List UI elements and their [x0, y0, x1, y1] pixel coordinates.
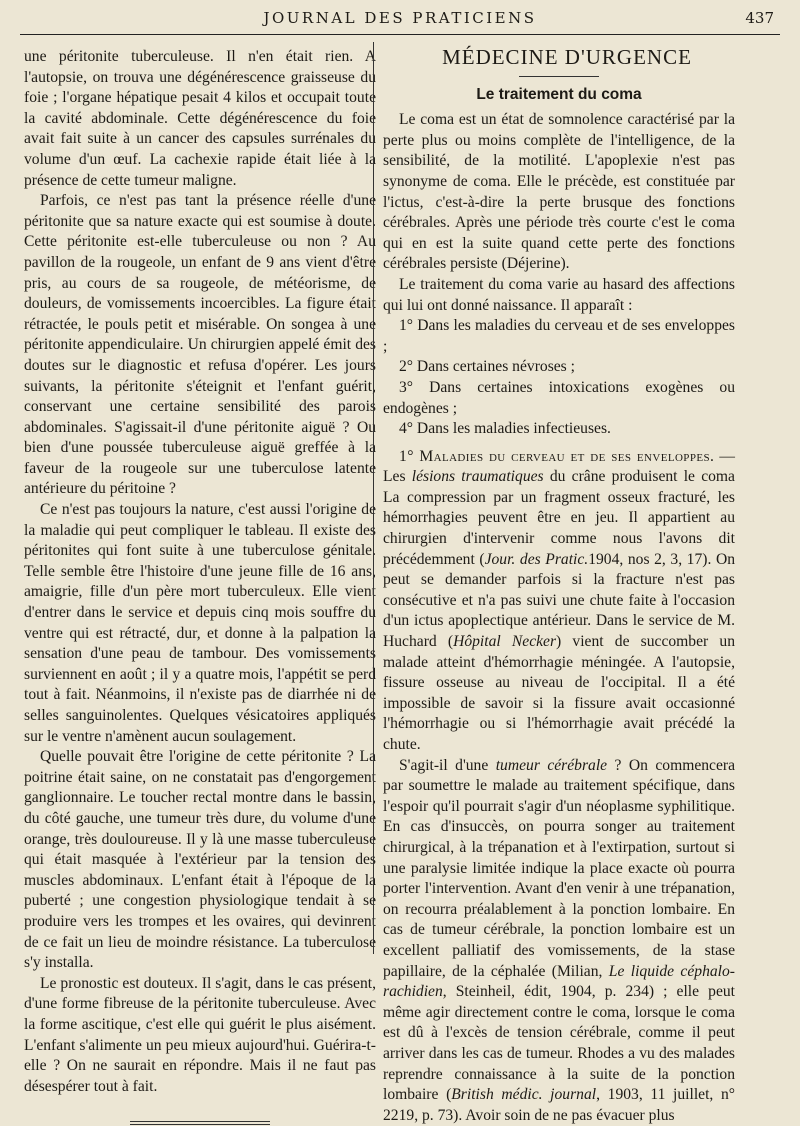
left-paragraph-4: Quelle pouvait être l'origine de cette péritonite ? La poitrine était saine, on ne constatait pas d'engorgement ganglionnaire. Le toucher rectal montre dans le bassin, du côté gauche, une tumeur très dure, du volume d'une orange, très douloureuse. Il y là une masse tuberculeuse qui était masquée à l'extérieur par la tension des muscles abdominaux. L'enfant était à l'époque de la puberté ; une congestion physiologique tendait à se produire vers les trompes et les ovaires, qui devinrent de ce fait un lieu de moindre résistance. La tuberculose s'y installa.	[24, 748, 376, 972]
journal-reference: British médic. journal	[451, 1086, 597, 1104]
left-paragraph-3: Ce n'est pas toujours la nature, c'est aussi l'origine de la maladie qui peut compliquer le tableau. Il existe des péritonites qui font suite à une tuberculose génitale. Telle semble être l'histoire d'une jeune fille de 16 ans, amaigrie, fille d'un père mort tuberculeux. Elle vient d'entrer dans le service et depuis cinq mois souffre du ventre qui est rétracté, dur, et donne à la palpation la sensation d'une peau de tambour. Des vomissements surviennent en août ; il y a quatre mois, l'appétit se perd tout à fait. Néanmoins, il n'existe pas de diarrhée ni de selles sanguinolentes. Quelques vésicatoires appliqués sur le ventre n'amènent aucun soulagement.	[24, 501, 376, 745]
left-paragraph-2: Parfois, ce n'est pas tant la présence réelle d'une péritonite que sa nature exacte qui est soumise à doute. Cette péritonite est-elle tuberculeuse ou non ? Au pavillon de la rougeole, un enfant de 9 ans vient d'être pris, au cours de sa rougeole, de météorisme, de douleurs, de vomissements incoercibles. La figure était rétractée, le pouls petit et misérable. On songea à une péritonite appendiculaire. Un chirurgien appelé émit des doutes sur le diagnostic et refusa d'opérer. Les jours suivants, la péritonite s'éteignit et l'enfant guérit, conservant une certaine sensibilité des parois abdominales. S'agissait-il d'une péritonite aiguë ? Ou bien d'une poussée tuberculeuse aiguë greffée à la faveur de la rougeole sur une tuberculose latente antérieure du péritoine ?	[24, 192, 376, 498]
journal-title: JOURNAL DES PRATICIENS	[263, 9, 537, 27]
hospital-name: Hôpital Necker	[453, 633, 557, 651]
text-run: S'agit-il d'une	[399, 756, 496, 774]
text-run: ) vient de succomber un malade atteint d'hémorrhagie méningée. A l'autopsie, fissure osseuse au niveau de l'occipital. Il a été impossible de savoir si la fissure avait occasionné l'hémorrhagie ou si l'hémorrhagie avait précédé la chute.	[383, 633, 735, 753]
header-rule	[20, 34, 780, 35]
lesions-paragraph	[383, 447, 735, 756]
section-rule	[519, 76, 599, 77]
text-run: 1904, nos 2, 3, 17). On peut se demander parfois si la fracture n'est pas consécutive et n'a pas suivi une chute faite à l'occasion d'un ictus apoplectique antérieur. Dans le service de M. Huchard (	[383, 550, 736, 651]
left-paragraph-1: une péritonite tuberculeuse. Il n'en était rien. A l'autopsie, on trouva une dégénérescence graisseuse du foie ; l'organe hépatique pesait 4 kilos et occupait toute la cavité abdominale. Cette dégénérescence du foie avait fait suite à un cancer des capsules surrénales du volume d'un œuf. La cachexie rapide était liée à la présence de cette tumeur maligne.	[24, 48, 376, 189]
text-run: , 1903, 11 juillet, n° 2219, p. 73). Avoir soin de ne pas évacuer plus	[383, 1086, 736, 1124]
subsection-heading: 1° Maladies du cerveau et de ses enveloppes.	[399, 447, 715, 465]
section-title: MÉDECINE D'URGENCE	[442, 45, 692, 69]
left-column	[24, 47, 376, 1125]
left-paragraph-5: Le pronostic est douteux. Il s'agit, dans le cas présent, d'une forme fibreuse de la péritonite tuberculeuse. Avec la forme ascitique, c'est elle qui guérit le plus aisément. L'enfant s'alimente un peu mieux aujourd'hui. Guérira-t-elle ? On ne saurait en répondre. Mais il ne faut pas désespérer tout à fait.	[24, 974, 376, 1095]
text-run: — Les	[383, 447, 735, 486]
page-number: 437	[745, 9, 774, 27]
text-run: ? On commencera par soumettre le malade au traitement spécifique, dans l'espoir qu'il pourrait s'agir d'un néoplasme syphilitique. En cas d'insuccès, on pourra songer au traitement chirurgical, à la trépanation et à l'extirpation, surtout si une paralysie limitée indique la place exacte où pourra porter l'intervention. Avant d'en venir à une trépanation, on recourra préalablement à la ponction lombaire. En cas de tumeur cérébrale, la ponction lombaire est un excellent palliatif des vomissements, de la stase papillaire, de la céphalée (Milian,	[383, 756, 735, 980]
article-title: Le traitement du coma	[476, 85, 642, 103]
running-head	[0, 6, 800, 32]
article-end-rule	[130, 1121, 270, 1125]
list-item: 2° Dans certaines névroses ;	[399, 358, 575, 376]
list-item: 3° Dans certaines intoxications exogènes ou endogènes ;	[383, 378, 735, 417]
list-item: 4° Dans les maladies infectieuses.	[399, 420, 611, 438]
italic-term: lésions traumatiques	[411, 468, 544, 486]
right-column	[383, 47, 735, 1126]
intro-paragraph-1: Le coma est un état de somnolence caractérisé par la perte plus ou moins complète de l'intelligence, de la sensibilité, de la motilité. L'apoplexie n'est pas synonyme de coma. Elle le précède, est constituée par l'ictus, c'est-à-dire la perte brusque des fonctions cérébrales. Après une période très courte c'est le coma qui en est la suite quand cette perte des fonctions cérébrales persiste (Déjerine).	[383, 111, 735, 273]
italic-term: tumeur cérébrale	[495, 756, 608, 774]
journal-reference: Jour. des Pratic.	[484, 550, 589, 568]
list-item: 1° Dans les maladies du cerveau et de ses enveloppes ;	[383, 317, 735, 355]
book-title: Le liquide céphalo-rachidien	[383, 962, 735, 1001]
intro-paragraph-2: Le traitement du coma varie au hasard des affections qui lui ont donné naissance. Il apparaît :	[383, 275, 735, 314]
tumeur-paragraph	[383, 756, 735, 1126]
text-run: du crâne produisent le coma La compression par un fragment osseux fracturé, les hémorrhagies peuvent être en jeu. Il appartient au chirurgien d'intervenir comme nous l'avons dit précédemment (	[383, 468, 735, 568]
column-divider	[373, 42, 374, 954]
text-run: , Steinheil, édit, 1904, p. 234) ; elle peut même agir directement contre le coma, lorsque le coma est dû à l'excès de tension cérébrale, comme il peut arriver dans les cas de tumeur. Rhodes a vu des malades reprendre connaissance à la suite de la ponction lombaire (	[383, 983, 735, 1104]
